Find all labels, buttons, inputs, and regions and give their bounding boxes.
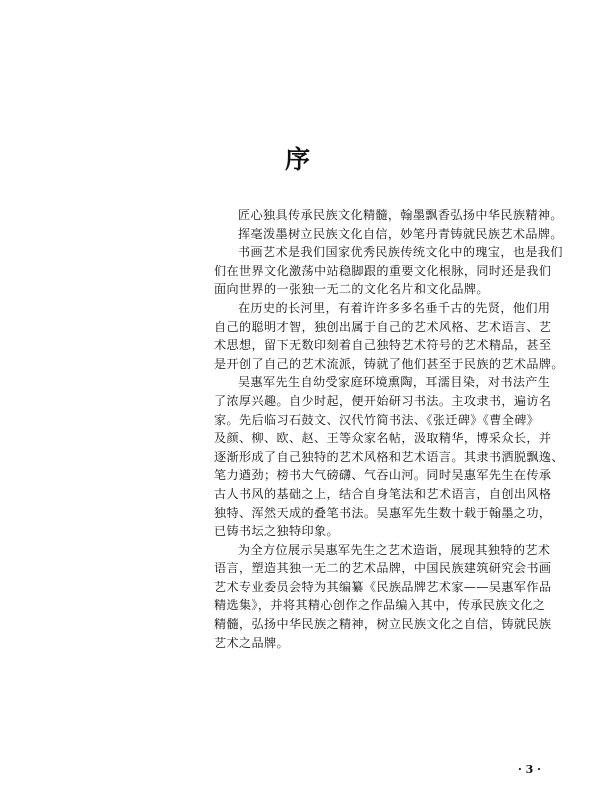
text-line: 逐渐形成了自己独特的艺术风格和艺术语言。其隶书洒脱飘逸、 — [214, 449, 564, 464]
text-line: 语言，塑造其独一无二的艺术品牌，中国民族建筑研究会书画 — [214, 561, 552, 576]
text-line: 独特、浑然天成的叠笔书法。吴惠军先生数十载于翰墨之功， — [214, 505, 552, 520]
text-line: 挥毫泼墨树立民族文化自信，妙笔丹青铸就民族艺术品牌。 — [238, 226, 563, 241]
paragraph-2 — [214, 243, 563, 299]
paragraph-1 — [214, 206, 563, 243]
body-text — [214, 206, 564, 652]
text-line: 精选集》，并将其精心创作之作品编入其中，传承民族文化之 — [214, 598, 546, 613]
text-line: 是开创了自己的艺术流派，铸就了他们甚至于民族的艺术品牌。 — [214, 356, 564, 371]
text-line: 匠心独具传承民族文化精髓，翰墨飘香弘扬中华民族精神。 — [238, 208, 563, 222]
text-line: 精髓，弘扬中华民族之精神，树立民族文化之自信，铸就民族 — [214, 617, 552, 632]
text-line: 为全方位展示吴惠军先生之艺术造诣，展现其独特的艺术 — [238, 542, 551, 557]
text-line: 自己的聪明才智，独创出属于自己的艺术风格、艺术语言、艺 — [214, 319, 552, 334]
page-number: · 3 · — [518, 763, 541, 776]
text-line: 们在世界文化激荡中站稳脚跟的重要文化根脉，同时还是我们 — [214, 263, 552, 278]
text-line: 艺术之品牌。 — [214, 635, 289, 650]
paragraph-4 — [214, 373, 564, 540]
text-line: 在历史的长河里，有着许许多多名垂千古的先贤，他们用 — [238, 300, 551, 315]
paragraph-3 — [214, 299, 564, 373]
text-line: 家。先后临习石鼓文、汉代竹简书法、《张迁碑》《曹全碑》 — [214, 412, 540, 427]
text-line: 面向世界的一张独一无二的文化名片和文化品牌。 — [214, 282, 489, 297]
text-line: 了浓厚兴趣。自少时起，便开始研习书法。主攻隶书，遍访名 — [214, 393, 552, 408]
page-title: 序 — [284, 145, 310, 174]
text-line: 吴惠军先生自幼受家庭环境熏陶，耳濡目染，对书法产生 — [238, 375, 551, 390]
text-line: 艺术专业委员会特为其编纂《民族品牌艺术家——吴惠军作品 — [214, 579, 552, 594]
text-line: 笔力遒劲；榜书大气磅礴、气吞山河。同时吴惠军先生在传承 — [214, 468, 552, 483]
text-line: 及颜、柳、欧、赵、王等众家名帖，汲取精华，博采众长，并 — [214, 431, 552, 446]
text-line: 术思想，留下无数印刻着自己独特艺术符号的艺术精品，甚至 — [214, 338, 552, 353]
text-line: 古人书风的基础之上，结合自身笔法和艺术语言，自创出风格 — [214, 486, 552, 501]
text-line: 已铸书坛之独特印象。 — [214, 524, 339, 539]
text-line: 书画艺术是我们国家优秀民族传统文化中的瑰宝，也是我们 — [238, 245, 563, 260]
paragraph-5 — [214, 541, 552, 653]
